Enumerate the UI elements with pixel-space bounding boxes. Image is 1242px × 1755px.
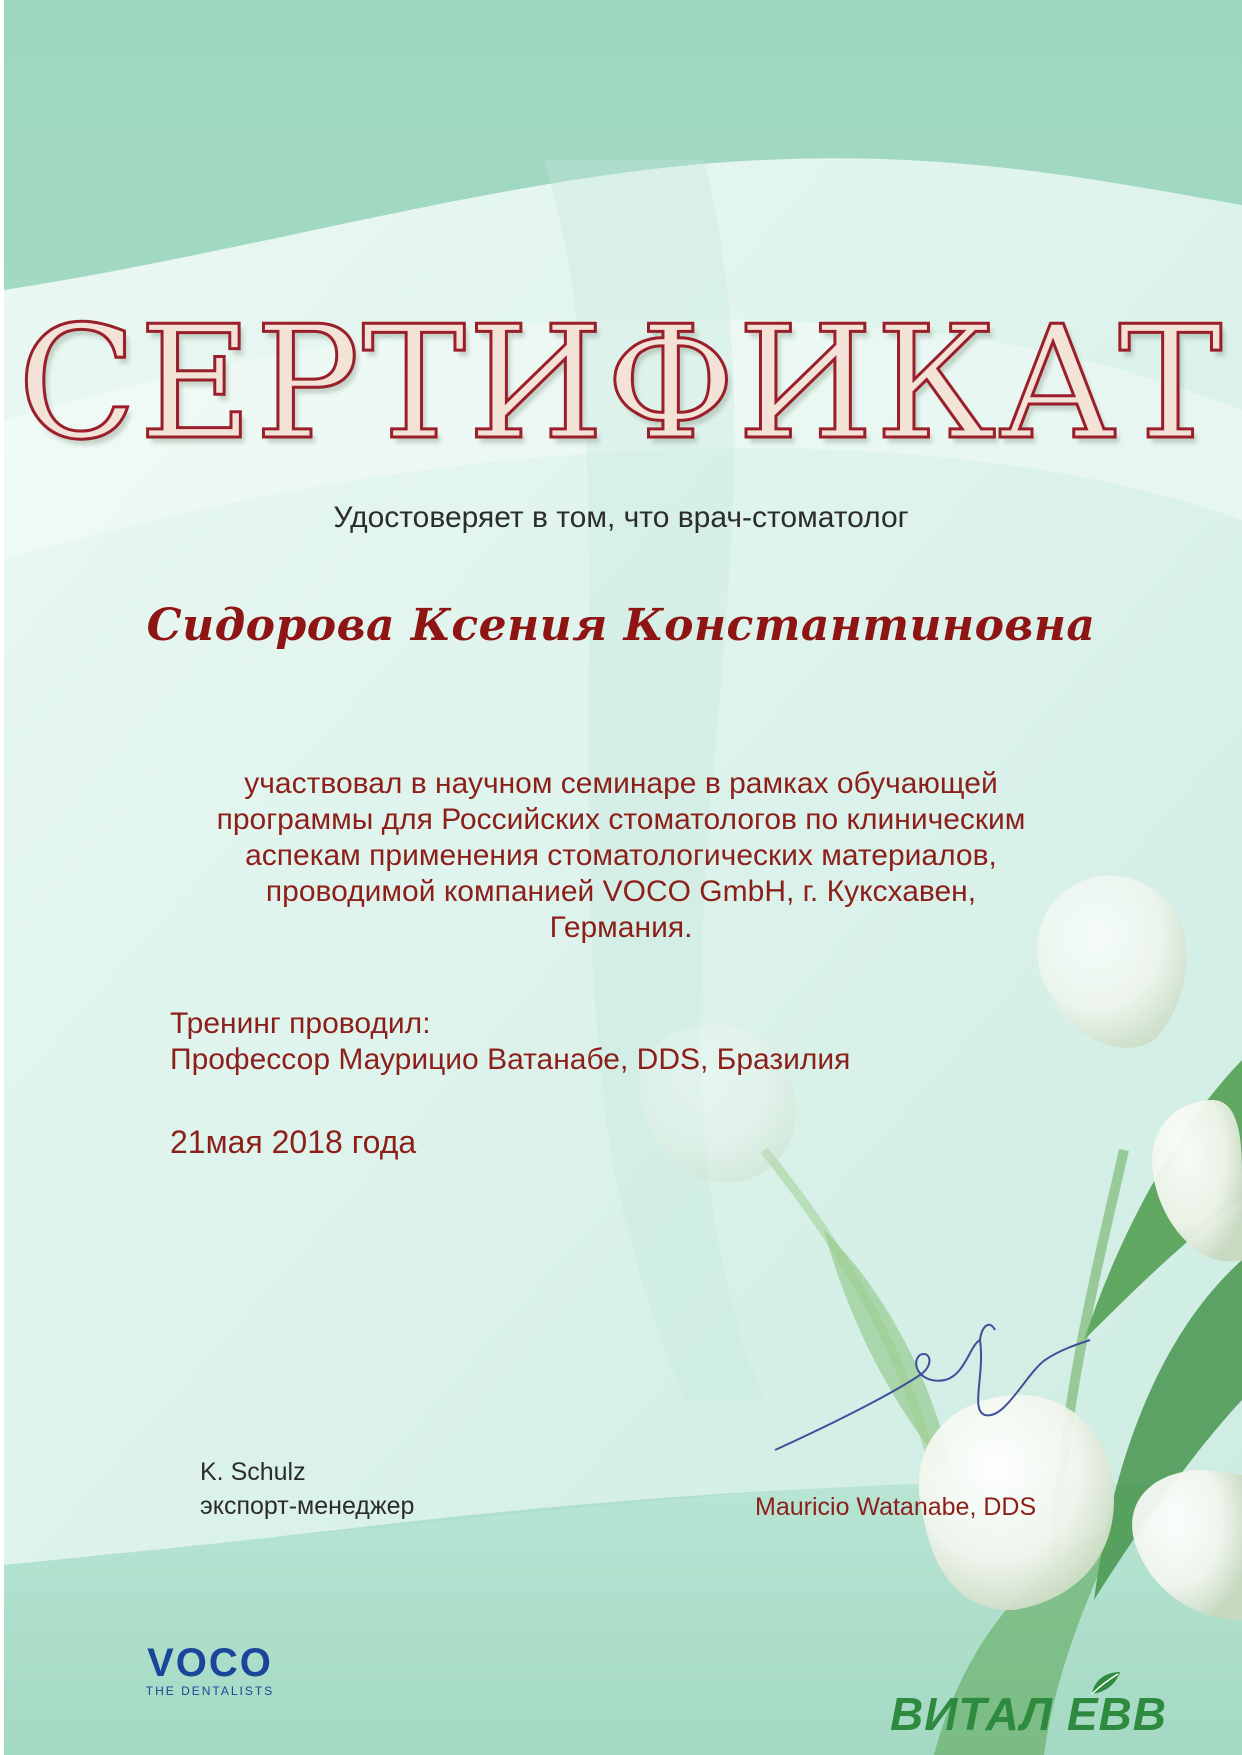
certificate-date: 21мая 2018 года (170, 1124, 417, 1160)
leaf-icon (1088, 1670, 1122, 1696)
vital-logo-name: ВИТАЛ ЕВВ (890, 1688, 1167, 1740)
description-line: программы для Российских стоматологов по клиническим (216, 803, 1026, 836)
trainer-block (170, 1006, 850, 1078)
voco-logo-tagline: THE DENTALISTS (145, 1684, 275, 1698)
left-signatory-role: экспорт-менеджер (200, 1492, 415, 1520)
trainer-label: Тренинг проводил: (170, 1007, 431, 1040)
voco-logo-name: VOCO (147, 1641, 273, 1685)
signature-mark (770, 1315, 1100, 1455)
voco-logo (130, 1643, 290, 1699)
certificate-title: СЕРТИФИКАТ (17, 292, 1225, 474)
description-line: участвовал в научном семинаре в рамках обучающей (244, 767, 998, 800)
seminar-description (120, 766, 1122, 946)
right-signatory-name: Mauricio Watanabe, DDS (755, 1493, 1037, 1521)
recipient-name: Сидорова Ксения Константиновна (146, 600, 1096, 651)
description-line: Германия. (549, 911, 693, 944)
description-line: аспекам применения стоматологических материалов, (245, 839, 997, 872)
certifies-statement: Удостоверяет в том, что врач-стоматолог (333, 501, 909, 534)
left-signatory-name: K. Schulz (200, 1458, 306, 1486)
vital-logo (890, 1686, 1190, 1742)
left-signatory (200, 1455, 414, 1523)
description-line: проводимой компанией VOCO GmbH, г. Куксхавен, (265, 875, 977, 908)
trainer-name: Профессор Маурицио Ватанабе, DDS, Бразилия (170, 1043, 851, 1076)
